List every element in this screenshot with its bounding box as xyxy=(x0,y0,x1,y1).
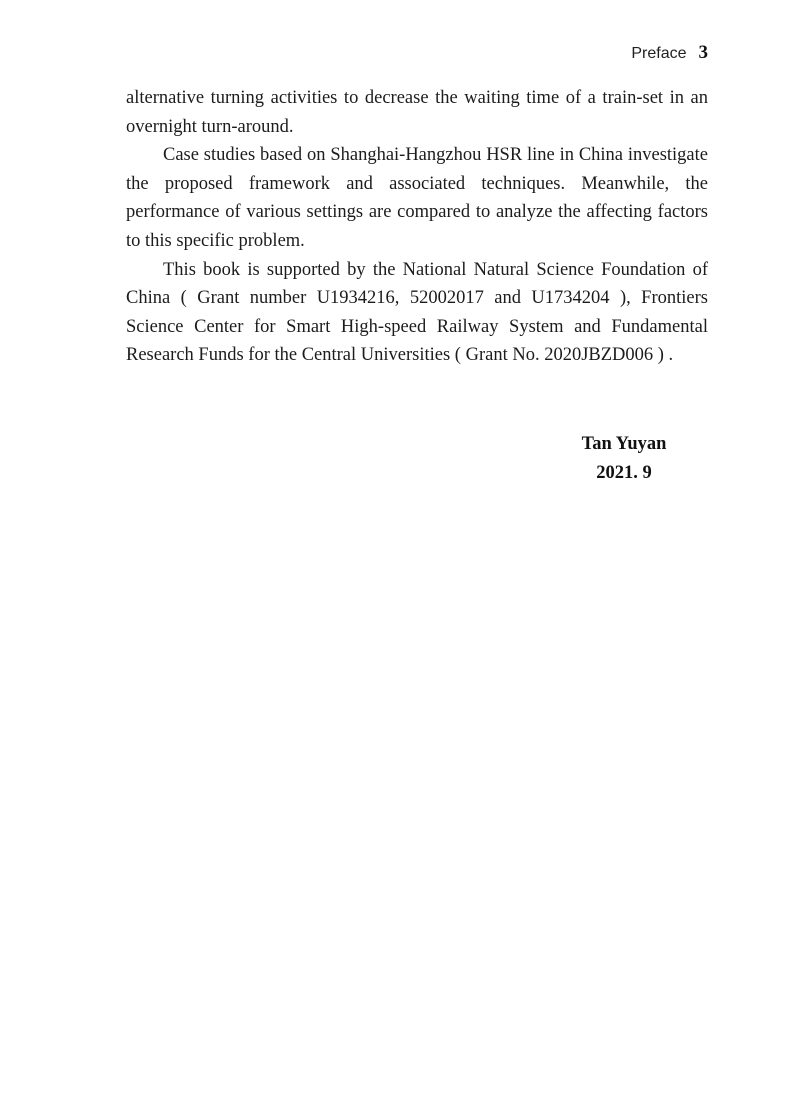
signature-block xyxy=(560,430,688,488)
paragraph-continuation: alternative turning activities to decrease the waiting time of a train-set in an overnight turn-around. xyxy=(126,88,708,137)
paragraph-funding: This book is supported by the National Natural Science Foundation of China ( Grant number U1934216, 52002017 and U1734204 ), Frontiers Science Center for Smart High-speed Railway System and Fundamental Research Funds for the Central Universities ( Grant No. 2020JBZD006 ) . xyxy=(126,259,708,366)
paragraph-case-studies: Case studies based on Shanghai-Hangzhou HSR line in China investigate the proposed framework and associated techniques. Meanwhile, the performance of various settings are compared to analyze the affecting factors to this specific problem. xyxy=(126,145,708,251)
body-text xyxy=(126,84,708,370)
author-name: Tan Yuyan xyxy=(581,434,667,454)
running-header xyxy=(631,42,708,64)
page-number: 3 xyxy=(698,42,708,63)
signature-date: 2021. 9 xyxy=(596,463,652,483)
running-title: Preface xyxy=(631,45,687,62)
